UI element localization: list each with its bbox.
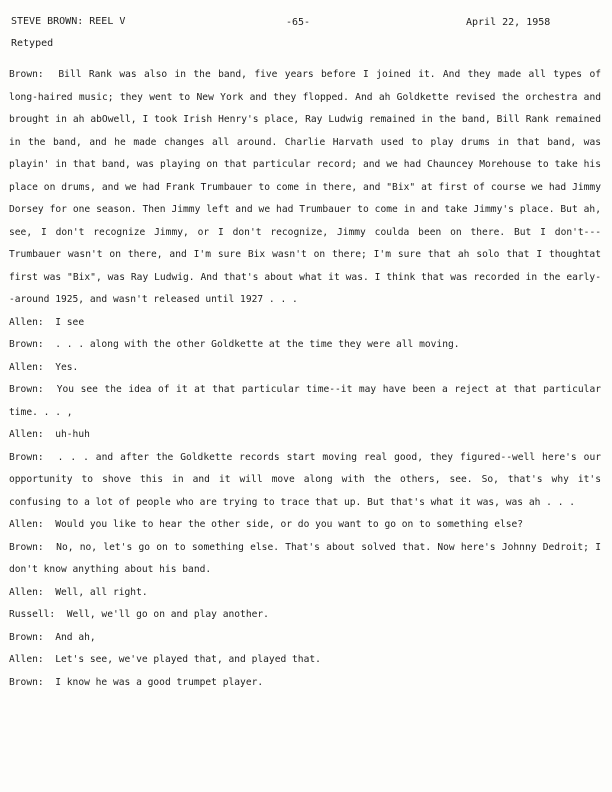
paragraph — [9, 334, 601, 357]
speaker-label: Russell: — [9, 609, 56, 620]
header-reel-label: STEVE BROWN: REEL V — [11, 16, 126, 27]
paragraph-text: You see the idea of it at that particular time--it may have been a reject at that particular time. . . , — [9, 384, 601, 418]
paragraph-text: And ah, — [55, 631, 96, 643]
speaker-label: Allen: — [9, 519, 44, 530]
paragraph — [9, 627, 601, 650]
paragraph — [9, 649, 601, 672]
page-number: -65- — [286, 17, 311, 28]
paragraph-text: Well, all right. — [55, 586, 148, 598]
speaker-label: Allen: — [9, 429, 44, 440]
paragraph-text: uh-huh — [55, 429, 90, 440]
speaker-label: Brown: — [9, 384, 44, 395]
speaker-label: Brown: — [9, 69, 44, 80]
paragraph-text: Yes. — [55, 361, 79, 373]
paragraph — [9, 582, 601, 605]
paragraph-text: Let's see, we've played that, and played that. — [55, 654, 321, 665]
paragraph-text: I know he was a good trumpet player. — [55, 676, 264, 688]
retyped-note: Retyped — [11, 38, 54, 49]
paragraph-text: Bill Rank was also in the band, five years before I joined it. And they made all types of long-haired music; they went to New York and they flopped. And ah Goldkette revised the orchestra and brought in ah abOwell, I took Irish Henry's place, Ray Ludwig remained in the band, Bill Rank remained in the band, and he made changes all around. Charlie Harvath used to play drums in that band, was playin' in that band, was playing on that particular record; and we had Chauncey Morehouse to take his place on drums, and we had Frank Trumbauer to come in there, and "Bix" at first of course we had Jimmy Dorsey for one season. Then Jimmy left and we had Trumbauer to come in and take Jimmy's place. But ah, see, I don't recognize Jimmy, or I don't recognize, Jimmy coulda been on there. But I don't---Trumbauer wasn't on there, and I'm sure Bix wasn't on there; I'm sure that ah solo that I thoughtat first was "Bix", was Ray Ludwig. And that's about what it was. I think that was recorded in the early--around 1925, and wasn't released until 1927 . . . — [9, 69, 601, 305]
paragraph-text: Well, we'll go on and play another. — [66, 609, 269, 620]
speaker-label: Allen: — [9, 316, 44, 328]
paragraph — [9, 604, 601, 627]
paragraph-text: . . . along with the other Goldkette at the time they were all moving. — [55, 339, 460, 350]
speaker-label: Brown: — [9, 676, 44, 688]
paragraph-text: Would you like to hear the other side, or do you want to go on to something else? — [55, 519, 524, 530]
paragraph — [9, 379, 601, 424]
speaker-label: Brown: — [9, 631, 44, 643]
speaker-label: Brown: — [9, 451, 44, 463]
speaker-label: Allen: — [9, 361, 44, 373]
header-date: April 22, 1958 — [466, 17, 551, 28]
paragraph — [9, 447, 601, 515]
paragraph-text: . . . and after the Goldkette records start moving real good, they figured--well here's our opportunity to shove this in and it will move along with the others, see. So, that's why it's confusing to a lot of people who are trying to trace that up. But that's what it was, was ah . . . — [9, 451, 602, 508]
paragraph — [9, 424, 601, 447]
paragraph-text: I see — [55, 316, 85, 328]
paragraph-text: No, no, let's go on to something else. That's about solved that. Now here's Johnny Dedroit; I don't know anything about his band. — [9, 541, 601, 575]
transcript-body — [9, 64, 601, 694]
speaker-label: Allen: — [9, 654, 44, 665]
paragraph — [9, 537, 601, 582]
paragraph — [9, 312, 601, 335]
speaker-label: Brown: — [9, 541, 44, 553]
paragraph — [9, 514, 601, 537]
speaker-label: Allen: — [9, 586, 44, 598]
speaker-label: Brown: — [9, 339, 44, 350]
paragraph — [9, 672, 601, 695]
paragraph — [9, 357, 601, 380]
paragraph — [9, 64, 601, 312]
